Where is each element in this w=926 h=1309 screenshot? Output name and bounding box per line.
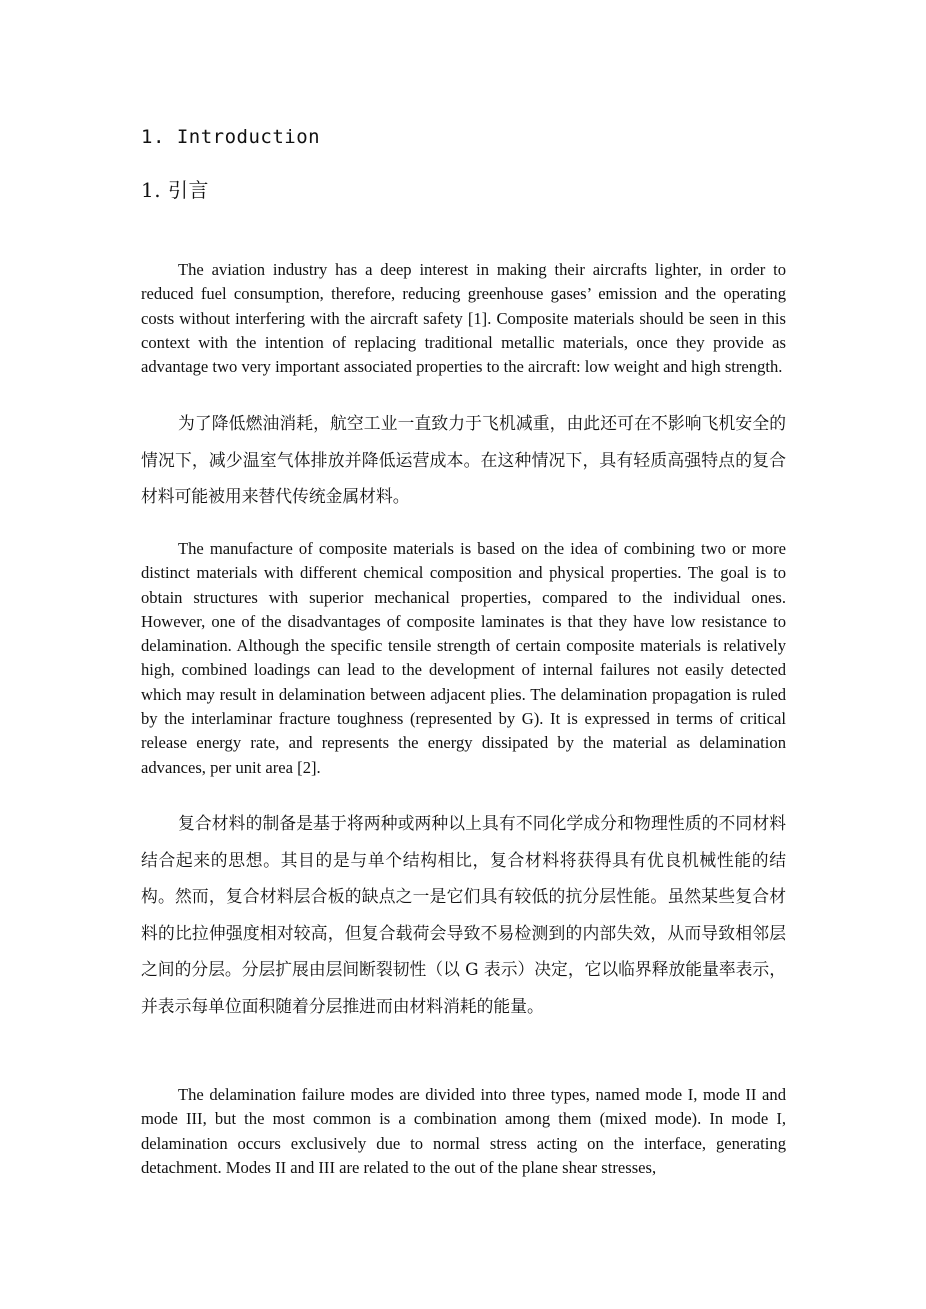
paragraph-zh-2: 复合材料的制备是基于将两种或两种以上具有不同化学成分和物理性质的不同材料结合起来的思想。其目的是与单个结构相比，复合材料将获得具有优良机械性能的结构。然而，复合材料层合板的缺点之一是它们具有较低的抗分层性能。虽然某些复合材料的比拉伸强度相对较高，但复合载荷会导致不易检测到的内部失效，从而导致相邻层之间的分层。分层扩展由层间断裂韧性（以 G 表示）决定，它以临界释放能量率表示，并表示每单位面积随着分层推进而由材料消耗的能量。 bbox=[141, 813, 786, 1016]
section-heading-zh: 1. 引言 bbox=[141, 178, 209, 202]
paragraph-en-2: The manufacture of composite materials is based on the idea of combining two or more distinct materials with different chemical composition and physical properties. The goal is to obtain structures with superior mechanical properties, compared to the individual ones. However, one of the disadvantages of composite laminates is that they have low resistance to delamination. Although the specific tensile strength of certain composite materials is relatively high, combined loadings can lead to the development of internal failures not easily detected which may result in delamination between adjacent plies. The delamination propagation is ruled by the interlaminar fracture toughness (represented by G). It is expressed in terms of critical release energy rate, and represents the energy dissipated by the material as delamination advances, per unit area [2]. bbox=[141, 539, 786, 777]
paragraph-zh-1: 为了降低燃油消耗，航空工业一直致力于飞机减重，由此还可在不影响飞机安全的情况下，减少温室气体排放并降低运营成本。在这种情况下，具有轻质高强特点的复合材料可能被用来替代传统金属材料。 bbox=[141, 413, 786, 507]
section-heading-en: 1. Introduction bbox=[141, 126, 321, 148]
paragraph-en-3: The delamination failure modes are divided into three types, named mode I, mode II and mode III, but the most common is a combination among them (mixed mode). In mode I, delamination occurs exclusively due to normal stress acting on the interface, generating detachment. Modes II and III are related to the out of the plane shear stresses, bbox=[141, 1085, 786, 1177]
paragraph-en-1: The aviation industry has a deep interest in making their aircrafts lighter, in order to reduced fuel consumption, therefore, reducing greenhouse gases’ emission and the operating costs without interfering with the aircraft safety [1]. Composite materials should be seen in this context with the intention of replacing traditional metallic materials, once they provide as advantage two very important associated properties to the aircraft: low weight and high strength. bbox=[141, 260, 786, 377]
